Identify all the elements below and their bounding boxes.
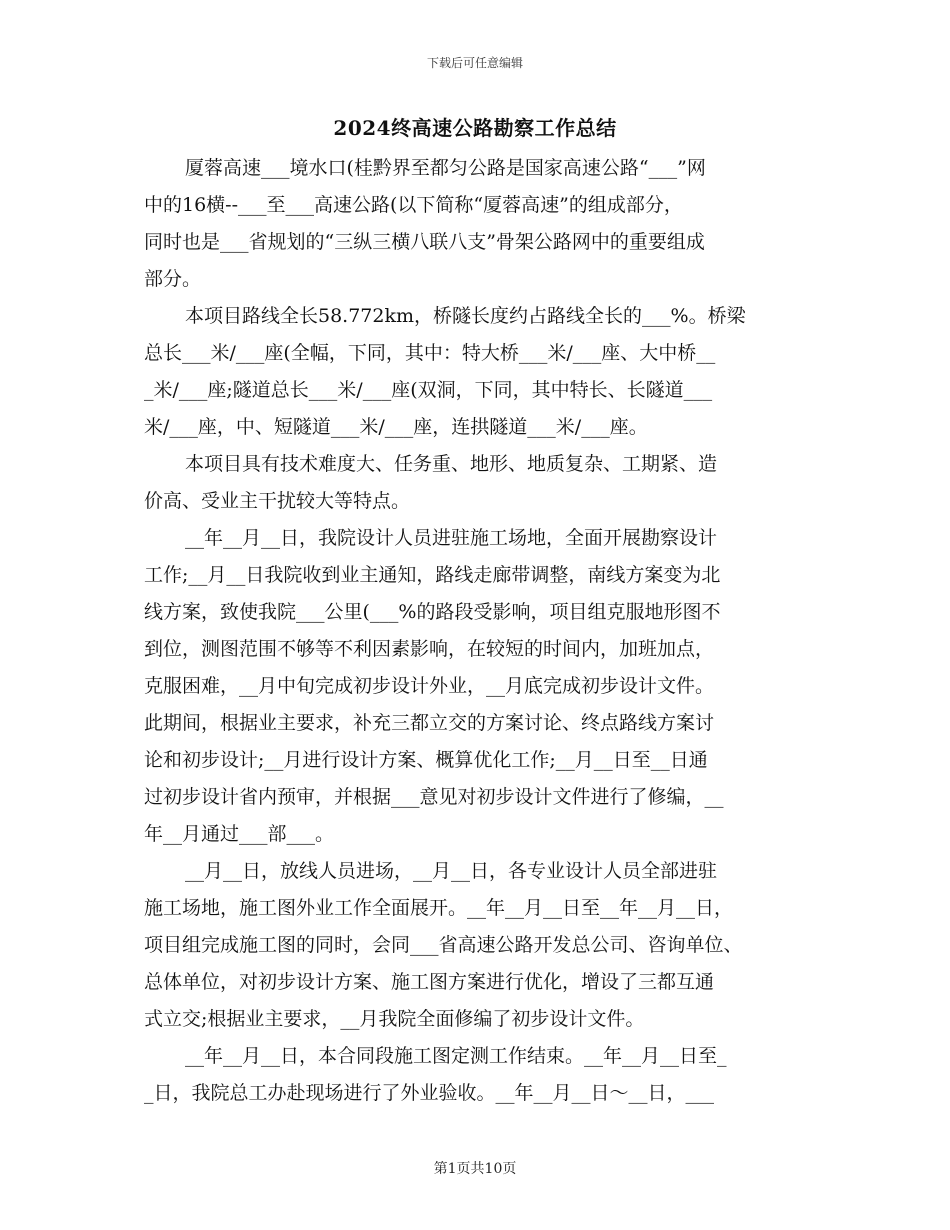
paragraph-line: __月__日，放线人员进场，__月__日，各专业设计人员全部进驻: [185, 860, 718, 882]
paragraph-line: 本项目具有技术难度大、任务重、地形、地质复杂、工期紧、造: [185, 453, 718, 475]
paragraph-line: 年__月通过___部___。: [144, 823, 335, 845]
paragraph-line: 到位，测图范围不够等不利因素影响，在较短的时间内，加班加点，: [144, 638, 715, 660]
paragraph-line: _日，我院总工办赴现场进行了外业验收。__年__月__日～__日，___: [144, 1082, 715, 1104]
header-note: 下载后可任意编辑: [426, 56, 523, 70]
page-footer: 第1页共10页: [433, 1161, 517, 1177]
paragraph-line: 米/___座，中、短隧道___米/___座，连拱隧道___米/___座。: [144, 416, 648, 438]
paragraph-line: 总体单位，对初步设计方案、施工图方案进行优化，增设了三都互通: [144, 971, 715, 993]
paragraph-line: _米/___座;隧道总长___米/___座(双洞，下同，其中特长、长隧道___: [144, 379, 713, 401]
paragraph-line: 价高、受业主干扰较大等特点。: [144, 490, 411, 512]
paragraph-line: __年__月__日，我院设计人员进驻施工场地，全面开展勘察设计: [185, 527, 718, 549]
paragraph-line: 式立交;根据业主要求，__月我院全面修编了初步设计文件。: [144, 1008, 645, 1030]
paragraph-line: 施工场地，施工图外业工作全面展开。__年__月__日至__年__月__日，: [144, 897, 734, 919]
paragraph-line: 过初步设计省内预审，并根据___意见对初步设计文件进行了修编，__: [144, 786, 724, 808]
paragraph-line: 项目组完成施工图的同时，会同___省高速公路开发总公司、咨询单位、: [144, 934, 743, 956]
paragraph-line: 此期间，根据业主要求，补充三都立交的方案讨论、终点路线方案讨: [144, 712, 715, 734]
paragraph-line: 线方案，致使我院___公里(___%的路段受影响，项目组克服地形图不: [144, 601, 721, 623]
document-body: [144, 150, 812, 1112]
paragraph-line: 中的16横--___至___高速公路(以下简称“厦蓉高速”的组成部分，: [144, 194, 683, 216]
paragraph-line: 厦蓉高速___境水口(桂黔界至都匀公路是国家高速公路“___”网: [185, 157, 706, 179]
paragraph-line: 克服困难，__月中旬完成初步设计外业，__月底完成初步设计文件。: [144, 675, 715, 697]
page-title: 2024终高速公路勘察工作总结: [333, 116, 617, 140]
paragraph-line: 本项目路线全长58.772km，桥隧长度约占路线全长的___%。桥梁: [185, 305, 746, 327]
paragraph-line: 总长___米/___座(全幅，下同，其中：特大桥___米/___座、大中桥__: [144, 342, 716, 364]
paragraph-line: 工作;__月__日我院收到业主通知，路线走廊带调整，南线方案变为北: [144, 564, 721, 586]
paragraph-line: 部分。: [144, 268, 202, 290]
paragraph-line: __年__月__日，本合同段施工图定测工作结束。__年__月__日至_: [185, 1045, 727, 1067]
paragraph-line: 同时也是___省规划的“三纵三横八联八支”骨架公路网中的重要组成: [144, 231, 705, 253]
paragraph-line: 论和初步设计;__月进行设计方案、概算优化工作;__月__日至__日通: [144, 749, 708, 771]
